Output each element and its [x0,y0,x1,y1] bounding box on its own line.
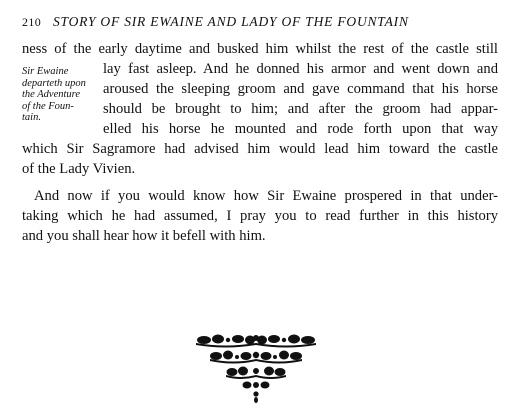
running-head [22,14,409,30]
text-line: lay fast asleep. And he donned his armor and went down and [103,61,498,77]
page-number: 210 [22,15,42,29]
text-line: taking which he had assumed, I pray you to read further in this history [22,208,498,224]
text-line: elled his horse he mounted and rode forth upon that way [103,121,498,137]
text-line: of the Lady Vivien. [22,161,136,177]
floral-tailpiece-icon [192,330,320,404]
margin-note-line: the Adventure [22,89,81,100]
text-line: should be brought to him; and after the groom had appar- [103,101,498,117]
margin-note-line: Sir Ewaine [22,66,69,77]
margin-note-line: of the Foun- [22,100,74,112]
text-line: And now if you would know how Sir Ewaine prospered in that under- [34,188,498,204]
margin-note [22,66,100,124]
margin-note-line: departeth upon [22,77,86,89]
text-line: aroused the sleeping groom and gave command that his horse [103,81,498,97]
margin-note-line: tain. [22,112,41,123]
running-title: STORY OF SIR EWAINE AND LADY OF THE FOUNTAIN [52,14,409,29]
text-line: and you shall hear how it befell with him. [22,228,266,244]
text-line: ness of the early daytime and busked him whilst the rest of the castle still [22,41,498,57]
text-line: which Sir Sagramore had advised him would lead him toward the castle [22,141,498,157]
